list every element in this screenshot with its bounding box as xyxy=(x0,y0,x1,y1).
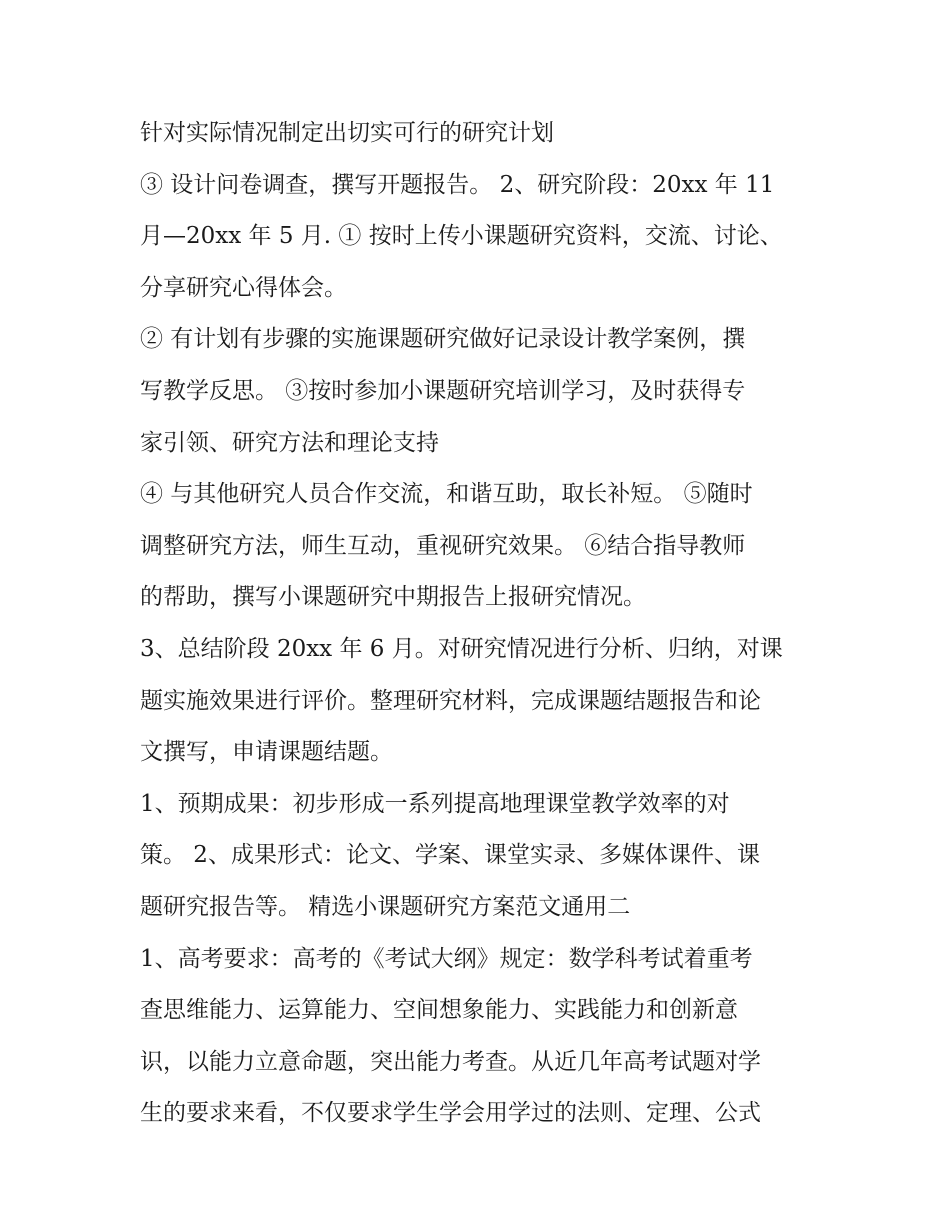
text-line: ② 有计划有步骤的实施课题研究做好记录设计教学案例，撰 xyxy=(140,326,746,353)
text-line: 1、预期成果：初步形成一系列提高地理课堂教学效率的对 xyxy=(140,790,730,817)
text-line: 1、高考要求：高考的《考试大纲》规定：数学科考试着重考 xyxy=(140,945,753,972)
text-line: 针对实际情况制定出切实可行的研究计划 xyxy=(140,120,554,146)
text-line: ③ 设计问卷调查，撰写开题报告。 2、研究阶段：20xx 年 11 xyxy=(140,171,775,198)
text-line: 识，以能力立意命题，突出能力考查。从近几年高考试题对学 xyxy=(140,1048,761,1075)
document-body xyxy=(140,108,820,1140)
text-line: ④ 与其他研究人员合作交流，和谐互助，取长补短。 ⑤随时 xyxy=(140,481,753,508)
text-line: 策。 2、成果形式：论文、学案、课堂实录、多媒体课件、课 xyxy=(140,842,760,869)
text-line: 文撰写，申请课题结题。 xyxy=(140,739,393,766)
text-line: 分享研究心得体会。 xyxy=(140,274,347,301)
text-line: 题实施效果进行评价。整理研究材料，完成课题结题报告和论 xyxy=(140,687,761,714)
text-line: 3、总结阶段 20xx 年 6 月。对研究情况进行分析、归纳，对课 xyxy=(140,635,783,662)
text-line: 的帮助，撰写小课题研究中期报告上报研究情况。 xyxy=(140,584,646,611)
text-line: 写教学反思。 ③按时参加小课题研究培训学习，及时获得专 xyxy=(140,377,746,404)
text-line: 调整研究方法，师生互动，重视研究效果。 ⑥结合指导教师 xyxy=(140,532,746,559)
text-line: 查思维能力、运算能力、空间想象能力、实践能力和创新意 xyxy=(140,997,738,1024)
text-line: 家引领、研究方法和理论支持 xyxy=(140,429,439,456)
text-line: 生的要求来看，不仅要求学生学会用学过的法则、定理、公式 xyxy=(140,1100,761,1127)
text-line: 题研究报告等。 精选小课题研究方案范文通用二 xyxy=(140,893,631,920)
text-line: 月—20xx 年 5 月. ① 按时上传小课题研究资料，交流、讨论、 xyxy=(140,223,783,250)
